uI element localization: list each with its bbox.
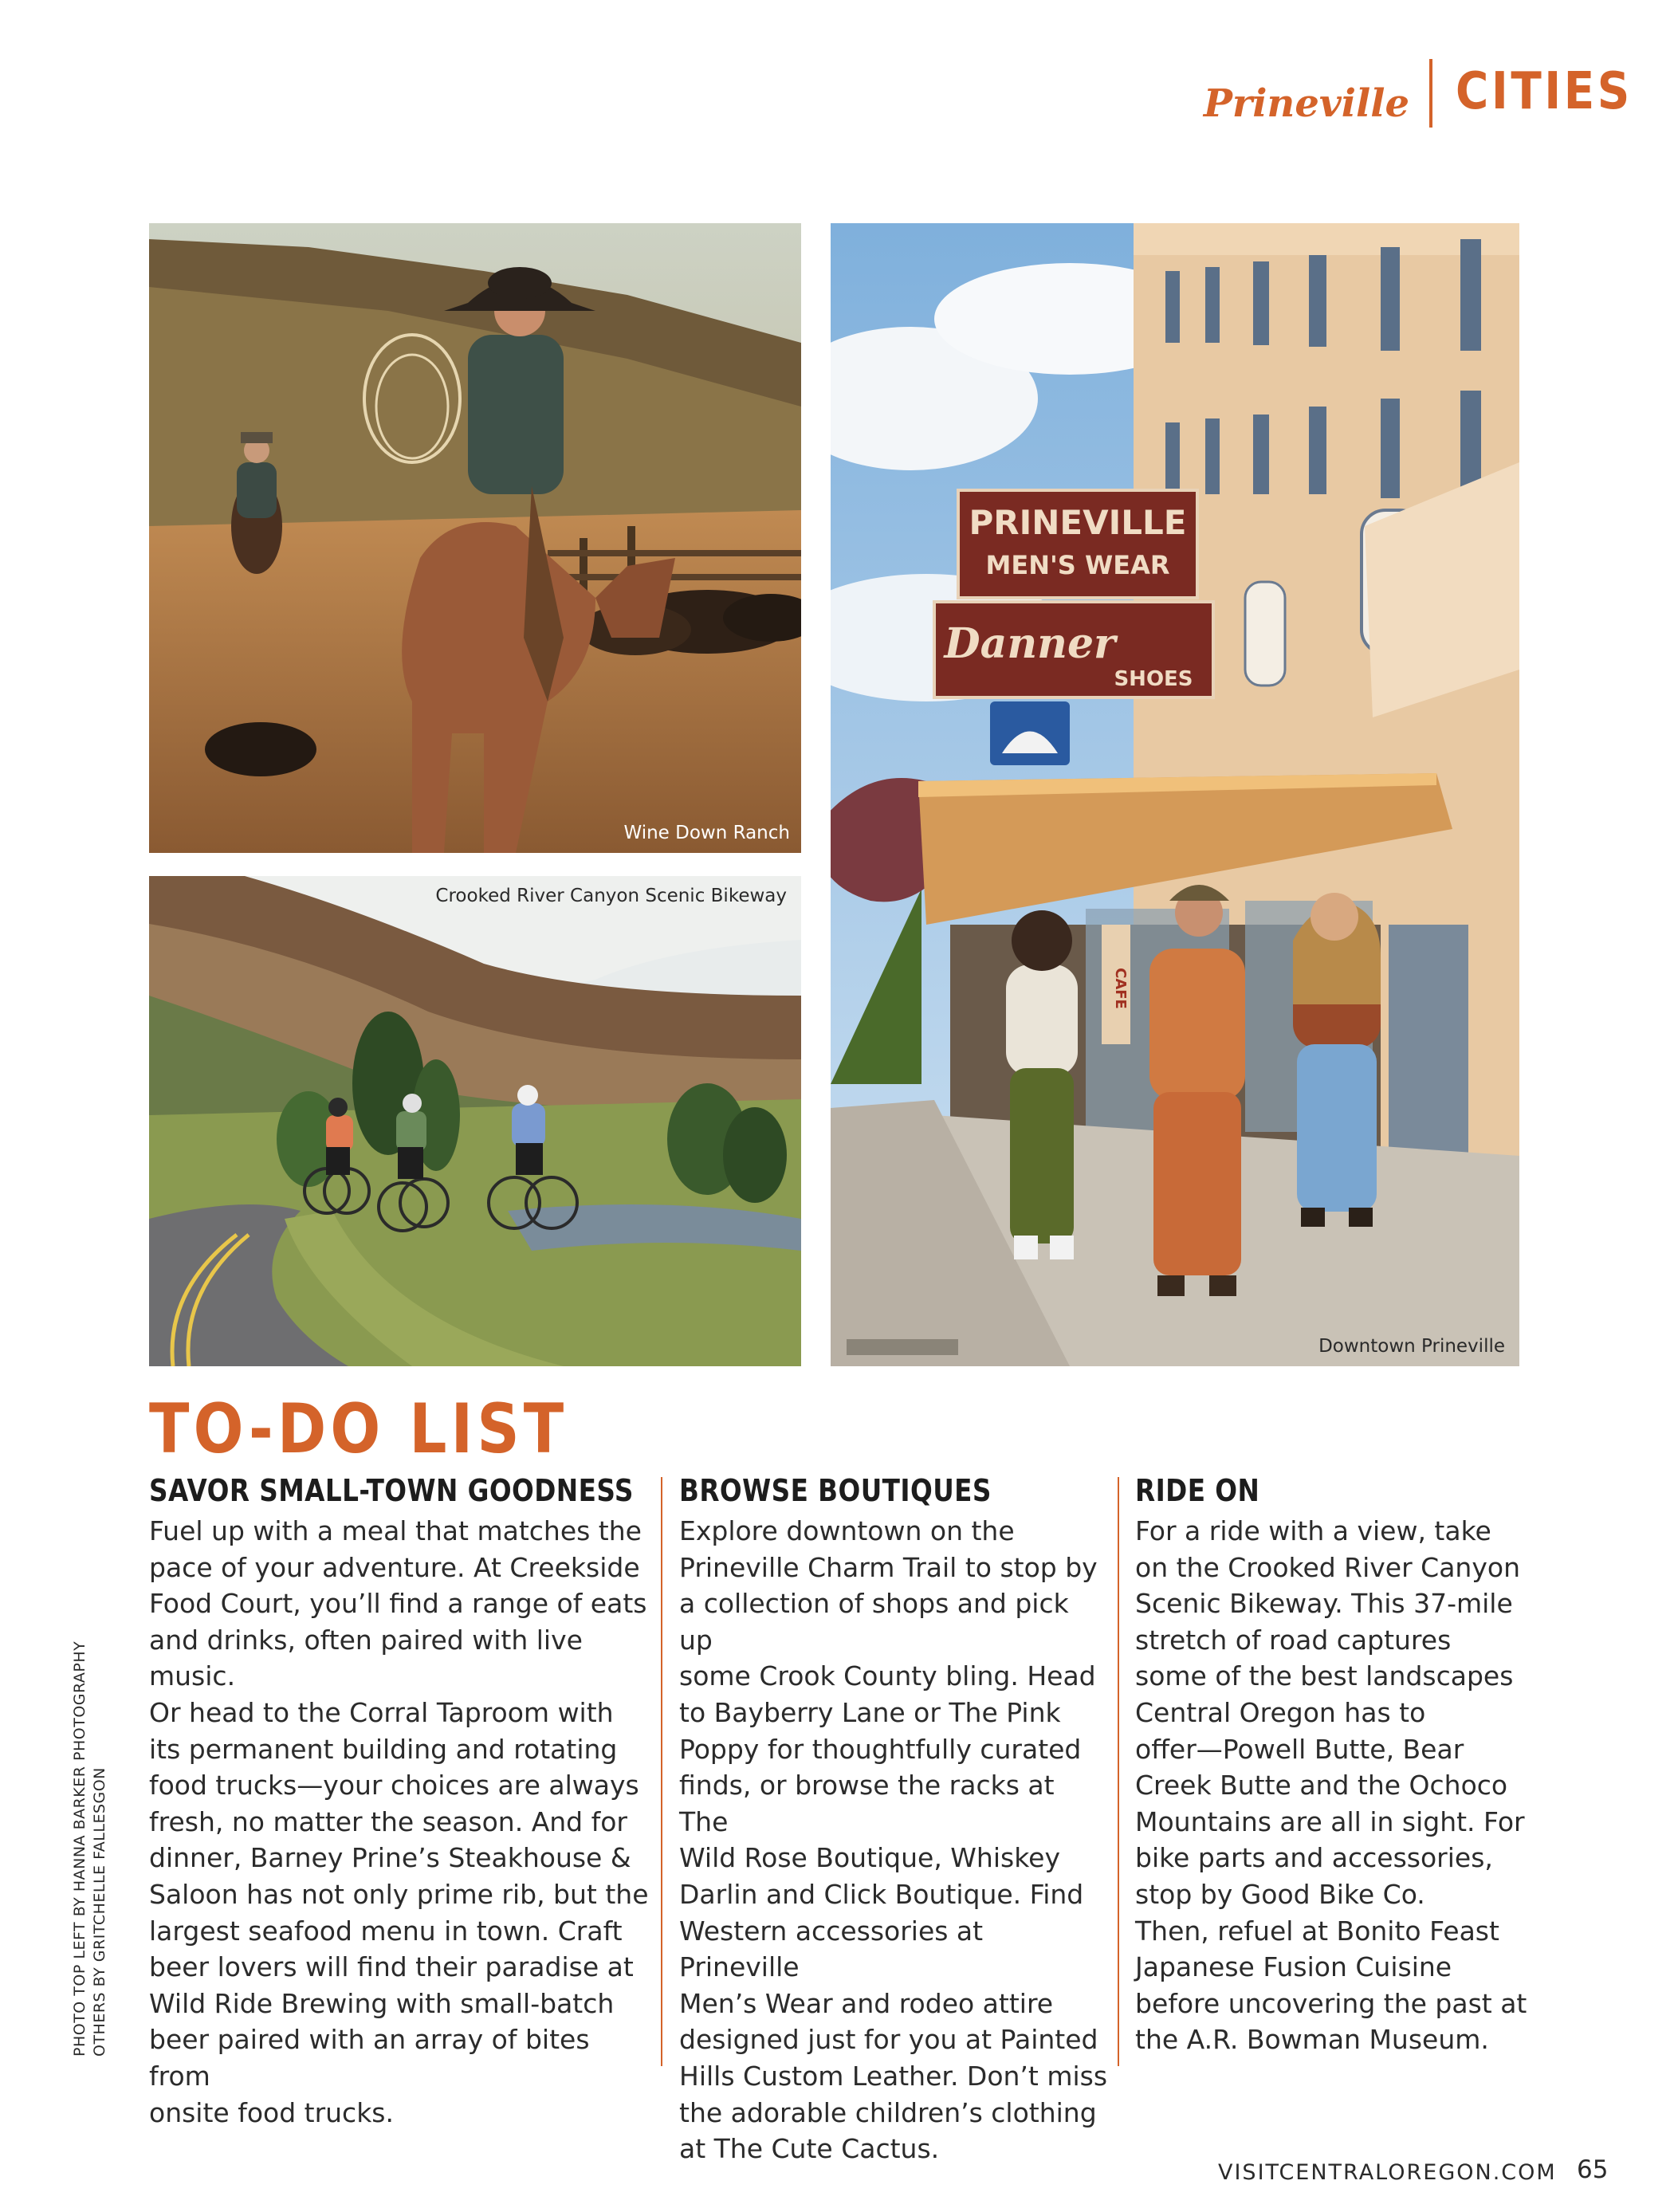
sign-danner: Danner (944, 619, 1116, 668)
header-divider (1429, 59, 1432, 128)
todo-column-shopping (679, 1473, 1110, 2167)
todo-column-dining (149, 1473, 651, 2131)
column-heading: BROWSE BOUTIQUES (679, 1473, 992, 1508)
column-body: Explore downtown on the Prineville Charm Trail to stop by a collection of shops and pick up some Crook County bling. Head to Bayberry Lane or The Pink Poppy for thoughtfully curated finds, or browse the racks at The Wild Rose Boutique, Whiskey Darlin and Click Boutique. Find Western accessories at Prineville Men’s Wear and rodeo attire designed just for you at Painted Hills Custom Leather. Don’t miss the adorable children’s clothing at The Cute Cactus. (679, 1515, 1108, 2165)
bikeway-photo-image (149, 876, 801, 1366)
todo-column-biking (1135, 1473, 1534, 2058)
credit-line-1: PHOTO TOP LEFT BY HANNA BARKER PHOTOGRAPHY (71, 1640, 88, 2057)
sign-prineville: PRINEVILLE (969, 503, 1187, 542)
category-label: CITIES (1456, 62, 1633, 121)
credit-line-2: OTHERS BY GRITCHELLE FALLESGON (91, 1767, 108, 2057)
column-divider-2 (1118, 1477, 1119, 2066)
sign-shoes: SHOES (1114, 667, 1193, 691)
downtown-photo-image (831, 223, 1519, 1366)
ranch-photo-image (149, 223, 801, 853)
todo-title: TO-DO LIST (149, 1389, 568, 1469)
section-title: Prineville (1203, 81, 1409, 126)
page-number: 65 (1577, 2155, 1609, 2184)
column-body: For a ride with a view, take on the Crooked River Canyon Scenic Bikeway. This 37-mile stretch of road captures some of the best landscapes Central Oregon has to offer—Powell Butte, Bear Creek Butte and the Ochoco Mountains are all in sight. For bike parts and accessories, stop by Good Bike Co. Then, refuel at Bonito Feast Japanese Fusion Cuisine before uncovering the past at the A.R. Bowman Museum. (1135, 1515, 1527, 2056)
footer-website: VISITCENTRALOREGON.COM (1218, 2160, 1557, 2185)
ranch-photo (149, 223, 801, 853)
sign-cafe: CAFE (1112, 968, 1129, 1009)
column-body: Fuel up with a meal that matches the pace of your adventure. At Creekside Food Court, you’ll find a range of eats and drinks, often paired with live music. Or head to the Corral Taproom with its permanent building and rotating food trucks—your choices are always fresh, no matter the season. And for dinner, Barney Prine’s Steakhouse & Saloon has not only prime rib, but the largest seafood menu in town. Craft beer lovers will find their paradise at Wild Ride Brewing with small-batch beer paired with an array of bites from onsite food trucks. (149, 1515, 649, 2128)
column-heading: SAVOR SMALL-TOWN GOODNESS (149, 1473, 634, 1508)
ranch-caption: Wine Down Ranch (623, 823, 790, 843)
downtown-caption: Downtown Prineville (1318, 1336, 1505, 1357)
column-divider-1 (661, 1477, 662, 2066)
column-heading: RIDE ON (1135, 1473, 1260, 1508)
bikeway-photo (149, 876, 801, 1366)
cafe-sign (1102, 925, 1130, 1044)
downtown-photo (831, 223, 1519, 1366)
photo-credits (70, 1641, 110, 2057)
sign-mens-wear: MEN'S WEAR (985, 550, 1170, 580)
bikeway-caption: Crooked River Canyon Scenic Bikeway (435, 886, 787, 906)
